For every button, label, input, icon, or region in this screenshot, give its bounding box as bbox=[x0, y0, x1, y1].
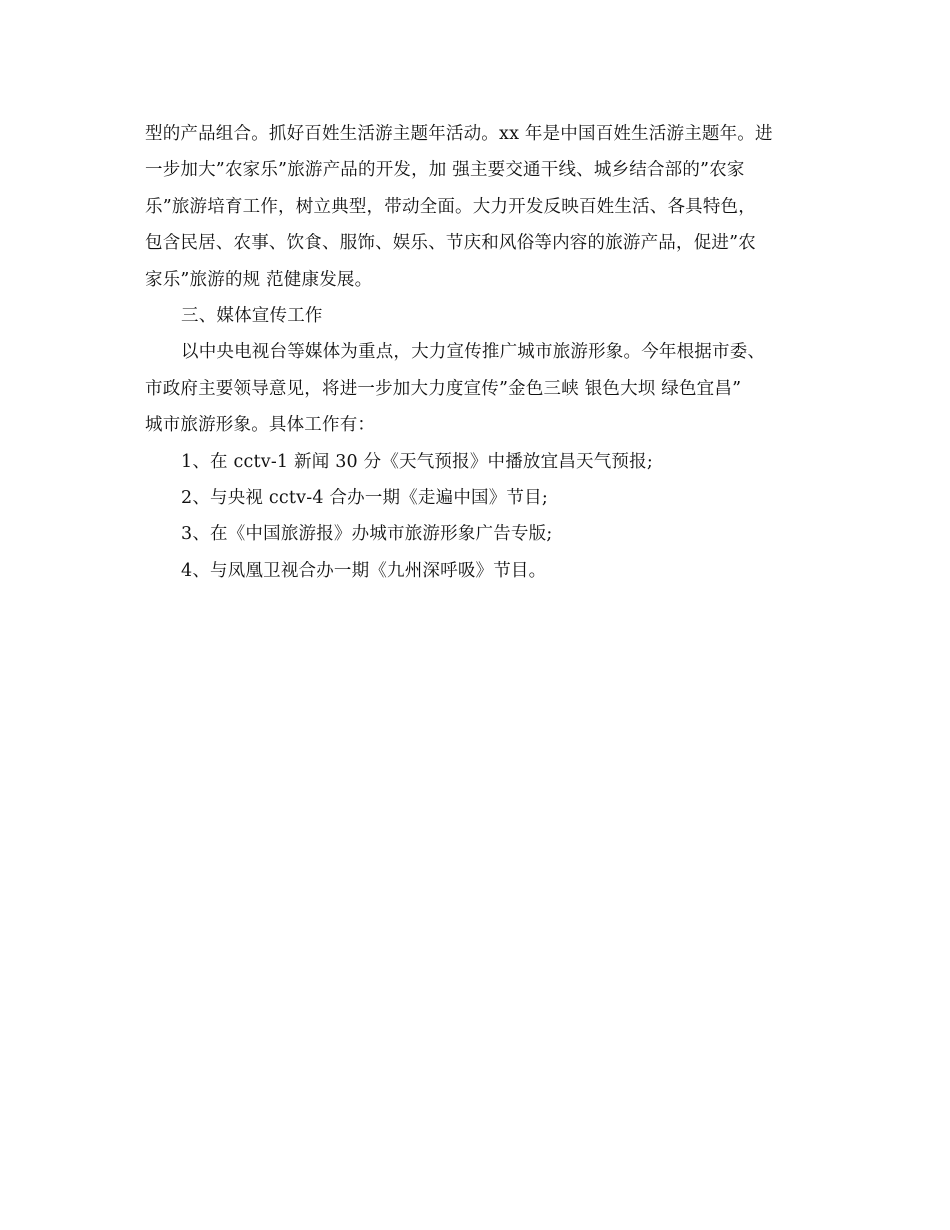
work-item-list bbox=[145, 444, 810, 590]
paragraph-media-promotion bbox=[145, 334, 810, 443]
list-item: 2、与央视 cctv-4 合办一期《走遍中国》节目; bbox=[181, 487, 548, 508]
list-item: 1、在 cctv-1 新闻 30 分《天气预报》中播放宜昌天气预报; bbox=[181, 451, 653, 472]
text-line: 城市旅游形象。具体工作有： bbox=[145, 415, 376, 436]
text-line: 型的产品组合。抓好百姓生活游主题年活动。xx 年是中国百姓生活游主题年。进 bbox=[145, 124, 773, 144]
document-body bbox=[145, 116, 810, 589]
list-item: 3、在《中国旅游报》办城市旅游形象广告专版; bbox=[181, 524, 553, 545]
section-heading-media: 三、媒体宣传工作 bbox=[181, 305, 323, 326]
text-line: 市政府主要领导意见，将进一步加大力度宣传”金色三峡 银色大坝 绿色宜昌” bbox=[145, 378, 742, 399]
paragraph-product-combination bbox=[145, 116, 810, 298]
text-line: 家乐”旅游的规 范健康发展。 bbox=[145, 269, 373, 290]
text-line: 乐”旅游培育工作，树立典型，带动全面。大力开发反映百姓生活、各具特色， bbox=[145, 196, 756, 217]
text-line: 包含民居、农事、饮食、服饰、娱乐、节庆和风俗等内容的旅游产品，促进”农 bbox=[145, 233, 756, 254]
list-item: 4、与凤凰卫视合办一期《九州深呼吸》节目。 bbox=[181, 560, 547, 581]
text-line: 一步加大”农家乐”旅游产品的开发，加 强主要交通干线、城乡结合部的”农家 bbox=[145, 160, 745, 181]
text-line: 以中央电视台等媒体为重点，大力宣传推广城市旅游形象。今年根据市委、 bbox=[181, 342, 766, 363]
